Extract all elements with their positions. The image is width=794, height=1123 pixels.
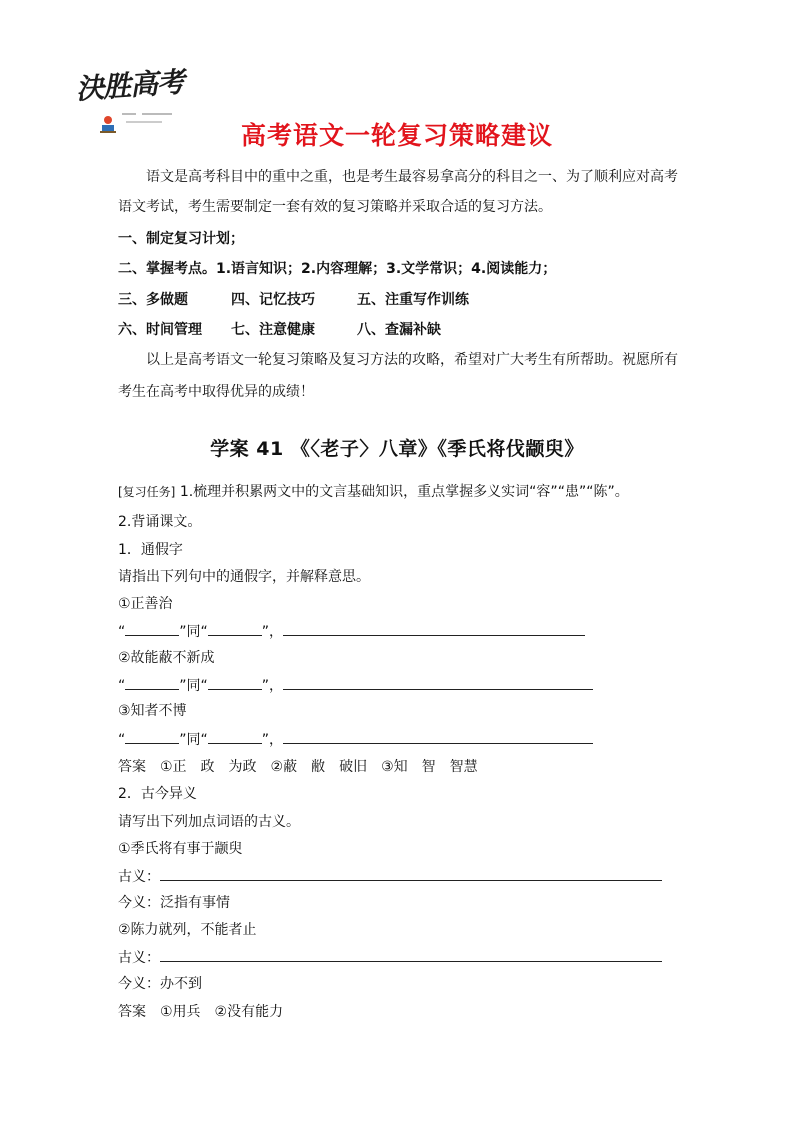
blank-original[interactable] xyxy=(125,729,179,744)
section1-item-3: ③知者不博 xyxy=(118,703,187,719)
blank-same-as[interactable] xyxy=(208,729,262,744)
point-4: 四、记忆技巧 xyxy=(231,292,315,308)
ancient-meaning-blank[interactable] xyxy=(160,947,662,962)
section1-heading: 1．通假字 xyxy=(118,542,183,558)
section2-item-1-modern: 今义：泛指有事情 xyxy=(118,895,230,911)
blank-same-as[interactable] xyxy=(208,675,262,690)
ancient-meaning-row: 古义： xyxy=(118,947,662,968)
task-line-1 xyxy=(118,482,629,502)
section2-item-2-modern: 今义：办不到 xyxy=(118,976,202,992)
point-3: 三、多做题 xyxy=(118,292,188,308)
section2-instruction: 请写出下列加点词语的古义。 xyxy=(118,814,300,830)
point-6: 六、时间管理 xyxy=(118,322,202,338)
ancient-meaning-row: 古义： xyxy=(118,866,662,887)
closing-line-1: 以上是高考语文一轮复习策略及复习方法的攻略，希望对广大考生有所帮助。祝愿所有 xyxy=(146,352,678,368)
blank-row: “ ”同“ ”， xyxy=(118,621,585,642)
section1-item-2: ②故能蔽不新成 xyxy=(118,650,215,666)
blank-original[interactable] xyxy=(125,621,179,636)
point-7: 七、注意健康 xyxy=(231,322,315,338)
section2-heading: 2．古今异义 xyxy=(118,786,197,802)
blank-original[interactable] xyxy=(125,675,179,690)
blank-meaning[interactable] xyxy=(283,675,593,690)
point-5: 五、注重写作训练 xyxy=(357,292,469,308)
closing-line-2: 考生在高考中取得优异的成绩！ xyxy=(118,384,314,400)
section2-answer: 答案 ①用兵 ②没有能力 xyxy=(118,1004,284,1020)
task-line-2: 2.背诵课文。 xyxy=(118,514,202,530)
blank-row: “ ”同“ ”， xyxy=(118,729,593,750)
section2-item-1: ①季氏将有事于颛臾 xyxy=(118,841,243,857)
blank-meaning[interactable] xyxy=(283,729,593,744)
blank-row: “ ”同“ ”， xyxy=(118,675,593,696)
section1-instruction: 请指出下列句中的通假字，并解释意思。 xyxy=(118,569,370,585)
intro-line-2: 语文考试，考生需要制定一套有效的复习策略并采取合适的复习方法。 xyxy=(118,199,552,215)
task-tag: [复习任务] xyxy=(118,485,176,499)
section1-item-1: ①正善治 xyxy=(118,596,173,612)
ancient-meaning-blank[interactable] xyxy=(160,866,662,881)
lesson-title: 学案 41 《〈老子〉八章》《季氏将伐颛臾》 xyxy=(210,438,584,460)
task-text: 1.梳理并积累两文中的文言基础知识，重点掌握多义实词“容”“患”“陈”。 xyxy=(179,484,629,500)
page-title: 高考语文一轮复习策略建议 xyxy=(240,121,553,150)
blank-same-as[interactable] xyxy=(208,621,262,636)
point-8: 八、查漏补缺 xyxy=(357,322,441,338)
point-1: 一、制定复习计划； xyxy=(118,231,244,247)
intro-line-1: 语文是高考科目中的重中之重，也是考生最容易拿高分的科目之一、为了顺利应对高考 xyxy=(146,169,678,185)
point-2: 二、掌握考点。1.语言知识；2.内容理解；3.文学常识；4.阅读能力； xyxy=(118,261,557,277)
blank-meaning[interactable] xyxy=(283,621,585,636)
section2-item-2: ②陈力就列，不能者止 xyxy=(118,922,257,938)
logo-text: 決胜高考 xyxy=(74,65,186,106)
section1-answer: 答案 ①正 政 为政 ②蔽 敝 破旧 ③知 智 智慧 xyxy=(118,759,478,775)
